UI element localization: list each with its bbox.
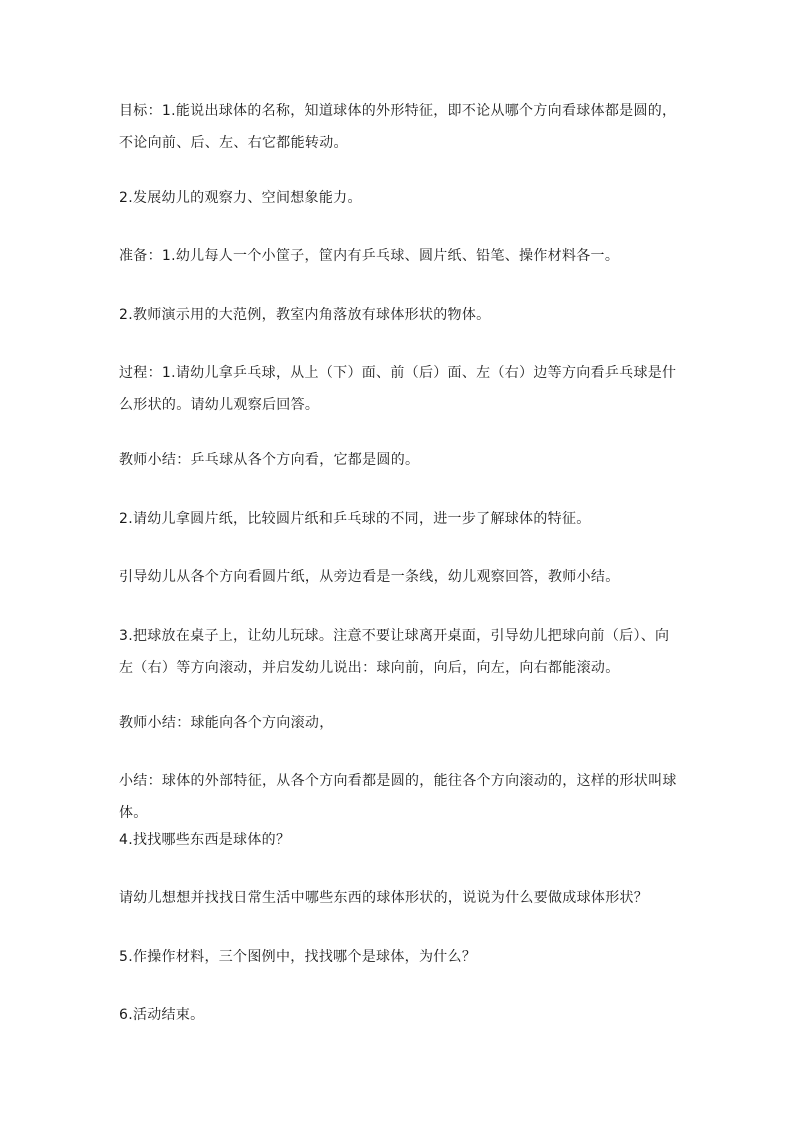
paragraph-preparation: 准备：1.幼儿每人一个小筐子，筐内有乒乓球、圆片纸、铅笔、操作材料各一。 bbox=[119, 248, 620, 264]
paragraph-goal: 目标：1.能说出球体的名称，知道球体的外形特征，即不论从哪个方向看球体都是圆的，不论向前、后、左、右它都能转动。 bbox=[119, 103, 677, 151]
paragraph-step-6: 6.活动结束。 bbox=[119, 1007, 205, 1023]
paragraph-summary: 小结：球体的外部特征，从各个方向看都是圆的，能往各个方向滚动的，这样的形状叫球体。 bbox=[119, 773, 677, 821]
paragraph-step-4-detail: 请幼儿想想并找找日常生活中哪些东西的球体形状的，说说为什么要做成球体形状？ bbox=[119, 890, 649, 906]
paragraph-step-2: 2.请幼儿拿圆片纸，比较圆片纸和乒乓球的不同，进一步了解球体的特征。 bbox=[119, 511, 591, 527]
paragraph-goal-2: 2.发展幼儿的观察力、空间想象能力。 bbox=[119, 190, 362, 206]
paragraph-step-3: 3.把球放在桌子上，让幼儿玩球。注意不要让球离开桌面，引导幼儿把球向前（后）、向左（右）等方向滚动，并启发幼儿说出：球向前，向后，向左，向右都能滚动。 bbox=[119, 628, 670, 676]
paragraph-guide: 引导幼儿从各个方向看圆片纸，从旁边看是一条线，幼儿观察回答，教师小结。 bbox=[119, 569, 620, 585]
paragraph-preparation-2: 2.教师演示用的大范例，教室内角落放有球体形状的物体。 bbox=[119, 307, 491, 323]
paragraph-step-5: 5.作操作材料，三个图例中，找找哪个是球体，为什么？ bbox=[119, 949, 477, 965]
paragraph-step-4: 4.找找哪些东西是球体的？ bbox=[119, 832, 291, 848]
paragraph-teacher-summary-2: 教师小结：球能向各个方向滚动， bbox=[119, 715, 334, 731]
paragraph-teacher-summary-1: 教师小结：乒乓球从各个方向看，它都是圆的。 bbox=[119, 452, 420, 468]
paragraph-process: 过程：1.请幼儿拿乒乓球，从上（下）面、前（后）面、左（右）边等方向看乒乓球是什么形状的。请幼儿观察后回答。 bbox=[119, 365, 677, 413]
